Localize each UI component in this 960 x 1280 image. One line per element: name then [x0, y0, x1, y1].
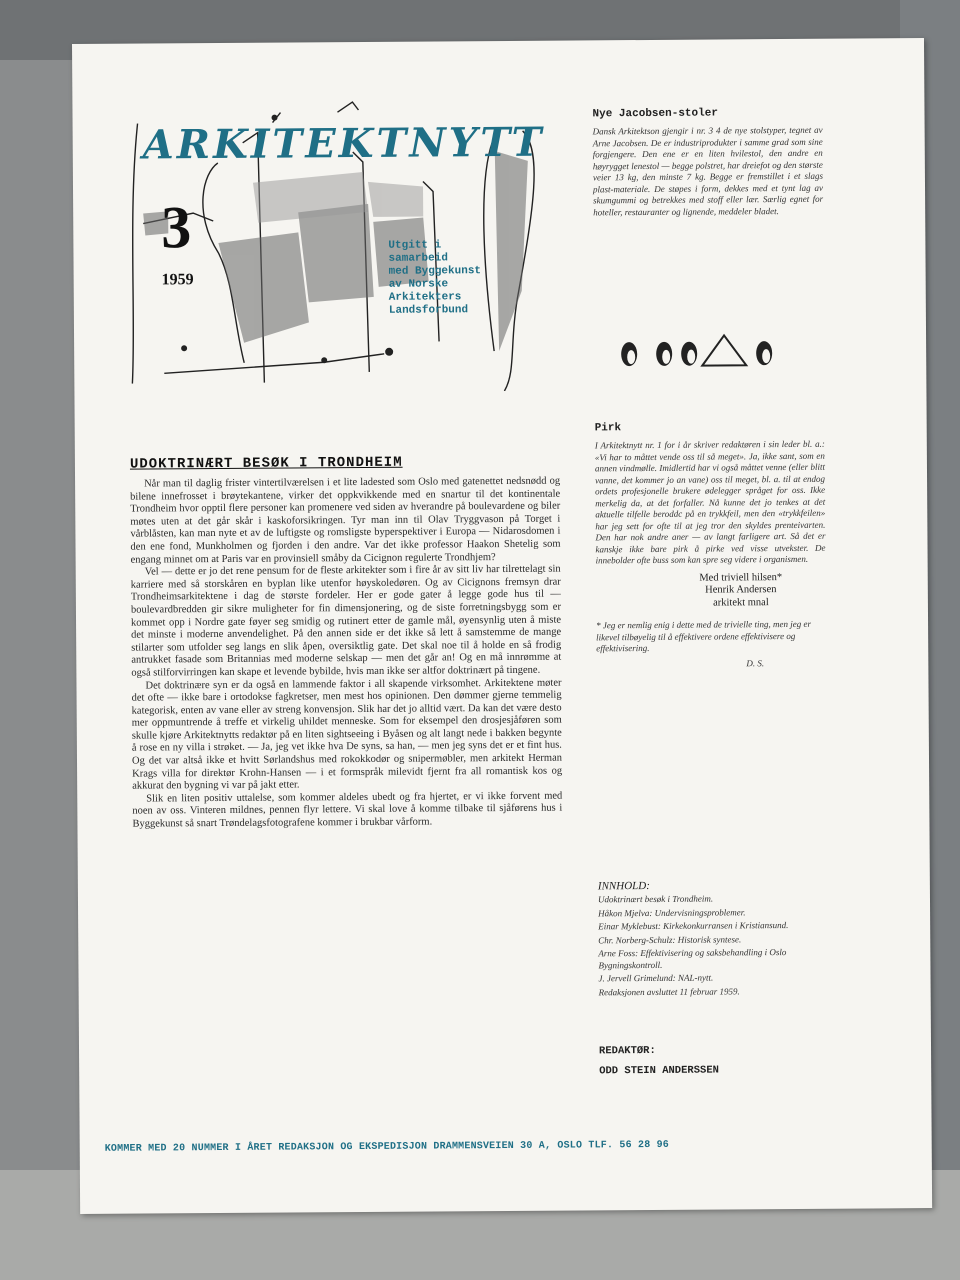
masthead — [122, 91, 564, 394]
editor-heading: REDAKTØR: — [599, 1044, 656, 1058]
toc-item: Chr. Norberg-Schulz: Historisk syntese. — [598, 933, 742, 945]
article-title: UDOKTRINÆRT BESØK I TRONDHEIM — [129, 454, 403, 473]
editor-name: ODD STEIN ANDERSSEN — [599, 1064, 719, 1078]
signature — [656, 571, 826, 610]
article-paragraph: Når man til daglig frister vintertilværelsen i et lite ladested som Oslo med gatenettet nedsnødd og bilene innefrosset i brøytekantene, virker det oppkvikkende med en snartur til det kontinentale Trondheim hvor opptil flere personer kan promenere ved siden av hverandre på boulevardene og biler møtes uten at det går skår i kaskoforsikringen. Tyr man inn til Olav Tryggvason på Torget i vårblåsten, kan man nyte et av de luftigste og romsligste byperspektiver i Europa — Nidarosdomen i den ene fond, Munkholmen og fjorden i den andre. Var det ikke professor Haakon Shetelig som engang minnet om at Paris var en provinsiell småby da Cicignon regulerte Trondhjem? — [130, 475, 561, 566]
subtitle-line: Landsforbund — [388, 304, 469, 317]
pirk-heading: Pirk — [594, 422, 622, 435]
article-paragraph: Slik en liten positiv uttalelse, som kommer aldeles ubedt og fra hjertet, er vi ikke forvent med noen av oss. Vinteren mildnes, pennen flyr lettere. Vi skal love å komme tilbake til sjåførens hus i Byggekunst så snart Trøndelagsfotografene kommer i brukbar vårform. — [132, 790, 563, 830]
subtitle-line: Arkitekters — [388, 291, 462, 304]
toc-item: Redaksjonen avsluttet 11 februar 1959. — [598, 985, 740, 997]
toc-item: Arne Foss: Effektivisering og saksbehandling i Oslo Bygningskontroll. — [598, 947, 787, 970]
editor-section — [599, 1044, 829, 1078]
subtitle-line: med Byggekunst — [388, 265, 482, 278]
toc-item: Udoktrinært besøk i Trondheim. — [597, 893, 714, 905]
toc-heading: INNHOLD: — [597, 879, 650, 893]
article-paragraph: Det doktrinære syn er da også en lammende faktor i all skapende virksomhet. Arkitektene møter det ofte — ikke bare i ortodokse fagkretser, men mest hos opinionen. Den dømmer gjerne temmelig kategorisk, enten av vane eller av streng konvensjon. Slik har det jo alltid vært. Da kan det være desto mer oppmuntrende å treffe et virkelig uhildet menneske. Som for eksempel den drosjesjåføren som skulle kjøre Arkitektnytts redaktør på en liten sightseeing i Byåsen og alt langt nede i bakken begynte å rose en ny villa i strøket. — Ja, jeg vet ikke hva De syns, sa han, — men jeg syns det er et fint hus. Og det var altså ikke et hvitt Sørlandshus med rokokkodør og snipermøbler, men arkitekt Herman Krags villa for direktør Krohn-Hansen — i et formspråk milevidt fjernt fra all romantisk kos og akkurat den bygning vi var på jakt etter. — [131, 677, 563, 792]
pirk-section — [595, 421, 827, 669]
masthead-title: ARKITEKTNYTT — [142, 118, 545, 169]
penguin-drawing — [614, 329, 784, 370]
pirk-text: I Arkitektnytt nr. 1 for i år skriver redaktøren i sin leder bl. a.: «Vi har to måttet vende oss til så meget». Ja, ikke sant, som en annen vindmølle. Imidlertid har vi også måttet venne (eller blitt vanne, det kommer jo an vane) oss til meget, bl. a. til at endog ordets profesjonelle brukere ødelegger språget for oss. Ikke merkelig da, at det forfaller. Nå kunne det jo tenkes at det aktuelle tilfelle beroddc på en trykkfeil, men den «trykkfeilen» har jeg sett for ofte til at jeg tror den skyldes prenteivarten. Den har nok andre aner — av langt farligere art. Så det er kanskje ikke bare pirk å pirke ved visse utvekster. De innebolder ofte buss som kan spre seg videre i organismen. — [594, 438, 826, 566]
signature-line: Med triviell hilsen* — [699, 571, 783, 584]
newsletter-page — [72, 38, 932, 1214]
chairs-text: Dansk Arkitektson gjengir i nr. 3 4 de nye stolstyper, tegnet av Arne Jacobsen. De er industriprodukter i samme grad som sine forgjengere. Den ene er en liten hvilestol, den andre en høyrygget lenestol — begge polstret, har dreiefot og den største veier 13 kg, den minste 7 kg. Begge er fremstillet i et slags plast-materiale. De støpes i form, dekkes med et tynt lag av skumgummi og betrekkes med stoff eller lær. Særlig egnet for hoteller, restauranter og lignende, meddeler bladet. — [592, 124, 824, 217]
publication-footer: KOMMER MED 20 NUMMER I ÅRET REDAKSJON OG EKSPEDISJON DRAMMENSVEIEN 30 A, OSLO TLF. 56 28 96 — [104, 1139, 670, 1155]
toc-item: J. Jervell Grimelund: NAL-nytt. — [598, 972, 714, 984]
chairs-heading: Nye Jacobsen-stoler — [592, 107, 718, 121]
signature-line: Henrik Andersen — [705, 584, 777, 596]
table-of-contents — [598, 879, 829, 999]
subtitle-line: Utgitt i — [388, 239, 442, 252]
toc-item: Håkon Mjelva: Undervisningsproblemer. — [598, 906, 746, 918]
signature-line: arkitekt mnal — [713, 596, 769, 609]
subtitle-line: samarbeid — [388, 252, 448, 265]
footnote-sign: D. S. — [746, 657, 765, 668]
article-body — [130, 476, 562, 832]
issue-number: 3 — [161, 194, 192, 261]
subtitle-line: av Norske — [388, 278, 449, 291]
toc-item: Einar Myklebust: Kirkekonkurransen i Kristiansund. — [598, 920, 789, 932]
footnote: * Jeg er nemlig enig i dette med de trivielle ting, men jeg er likevel tilbøyelig til å effektivere ordene effektivisere og effektivisering. — [596, 618, 812, 654]
issue-year: 1959 — [161, 271, 194, 289]
chairs-section — [592, 107, 823, 219]
article-paragraph: Vel — dette er jo det rene pensum for de fleste arkitekter som i fire år av sitt liv har tilrettelagt sin karriere med så storskåren en byplan like utenfor høyskoledøren. Og av Cicignons fremsyn drar Trondheimsarkitektene i dag de største fordeler. Her er gode gater å legge gode hus til — boulevardbredden gir sikre muligheter for fin dimensjonering, og de siste forretningsbygg som er kommet opp i Nordre gate føyer seg smidig og rutinert etter de gamle mål, øyensynlig uten å miste det minste i moderne anvendelighet. På den annen side er det ikke så lett å samstemme de mange stilarter som utfolder seg langs en slik åpen, oversiktlig gate. Det skal noe til å holde en så frodig antrukket fasade som Britannias med moderne selskap — men det går an! Og en må innrømme at også stilforvirringen kan skape et levende bybilde, hvis man ikke ser altfor doktrinært på tingene. — [130, 563, 562, 679]
masthead-subtitle — [388, 239, 539, 318]
